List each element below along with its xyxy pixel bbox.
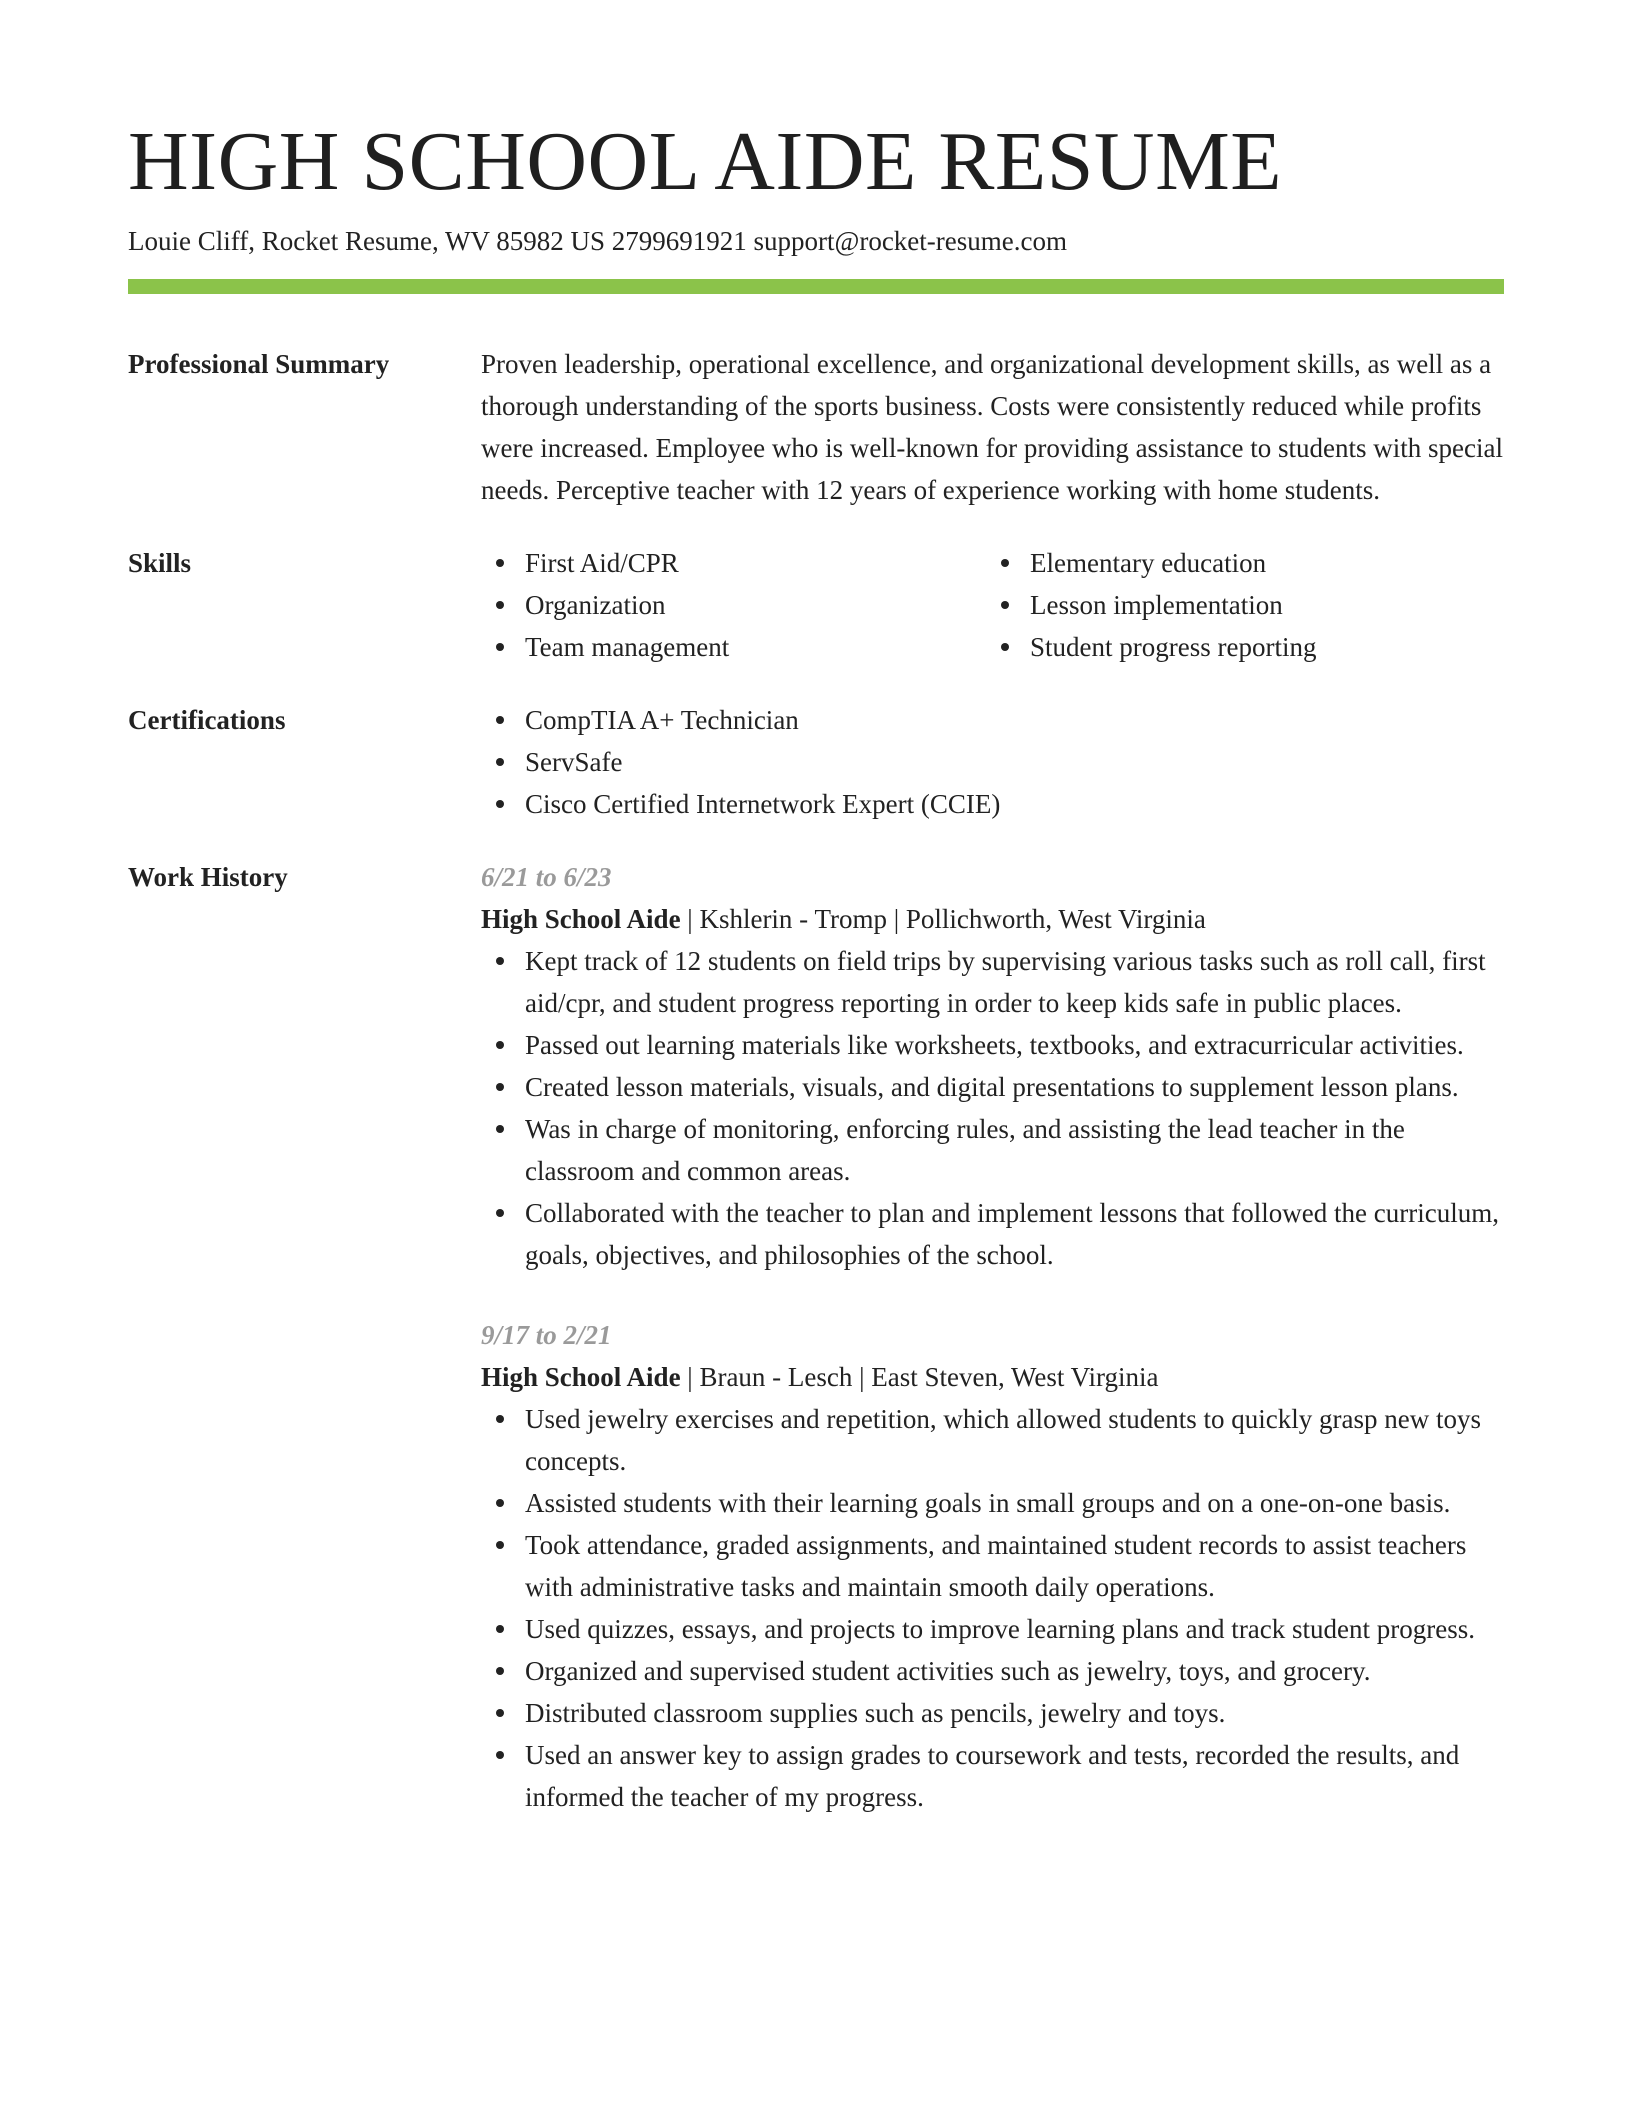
certifications-list <box>481 699 1504 825</box>
skill-item: Team management <box>525 626 986 668</box>
certification-item: CompTIA A+ Technician <box>525 699 1504 741</box>
job-details: | Braun - Lesch | East Steven, West Virginia <box>680 1362 1159 1393</box>
job-title-line <box>481 898 1504 940</box>
summary-section <box>128 343 1504 511</box>
skill-item: First Aid/CPR <box>525 542 986 584</box>
contact-line: Louie Cliff, Rocket Resume, WV 85982 US 2799691921 support@rocket-resume.com <box>128 226 1067 257</box>
job-bullet: Collaborated with the teacher to plan and implement lessons that followed the curriculum, goals, objectives, and philosophies of the school. <box>525 1192 1504 1276</box>
skills-list-left <box>481 542 986 668</box>
job-entry <box>481 1314 1504 1818</box>
certifications-body <box>481 699 1504 825</box>
header-divider <box>128 279 1504 294</box>
work-history-body <box>481 856 1504 1818</box>
job-bullet: Distributed classroom supplies such as pencils, jewelry and toys. <box>525 1692 1504 1734</box>
skill-item: Lesson implementation <box>1030 584 1491 626</box>
job-title: High School Aide <box>481 1362 681 1393</box>
resume-title: HIGH SCHOOL AIDE RESUME <box>128 115 1283 208</box>
skills-grid <box>481 542 1504 668</box>
job-dates: 9/17 to 2/21 <box>481 1320 612 1351</box>
skill-item: Student progress reporting <box>1030 626 1491 668</box>
certifications-label: Certifications <box>128 705 286 736</box>
skills-column-right <box>986 542 1491 668</box>
job-bullet: Used quizzes, essays, and projects to improve learning plans and track student progress. <box>525 1608 1504 1650</box>
job-title-line <box>481 1356 1504 1398</box>
job-bullet: Took attendance, graded assignments, and maintained student records to assist teachers with administrative tasks and maintain smooth daily operations. <box>525 1524 1504 1608</box>
job-title: High School Aide <box>481 904 681 935</box>
job-bullets <box>481 940 1504 1276</box>
job-bullets <box>481 1398 1504 1818</box>
job-bullet: Used an answer key to assign grades to coursework and tests, recorded the results, and informed the teacher of my progress. <box>525 1734 1504 1818</box>
summary-text: Proven leadership, operational excellence, and organizational development skills, as well as a thorough understanding of the sports business. Costs were consistently reduced while profits were increased. Employee who is well-known for providing assistance to students with special needs. Perceptive teacher with 12 years of experience working with home students. <box>481 349 1503 506</box>
job-entry <box>481 856 1504 1276</box>
skills-body <box>481 542 1504 668</box>
job-bullet: Passed out learning materials like worksheets, textbooks, and extracurricular activities. <box>525 1024 1504 1066</box>
summary-label: Professional Summary <box>128 349 390 380</box>
skills-list-right <box>986 542 1491 668</box>
skills-label: Skills <box>128 548 192 579</box>
job-bullet: Created lesson materials, visuals, and digital presentations to supplement lesson plans. <box>525 1066 1504 1108</box>
job-bullet: Assisted students with their learning goals in small groups and on a one-on-one basis. <box>525 1482 1504 1524</box>
job-bullet: Kept track of 12 students on field trips by supervising various tasks such as roll call, first aid/cpr, and student progress reporting in order to keep kids safe in public places. <box>525 940 1504 1024</box>
job-bullet: Organized and supervised student activities such as jewelry, toys, and grocery. <box>525 1650 1504 1692</box>
job-bullet: Used jewelry exercises and repetition, which allowed students to quickly grasp new toys concepts. <box>525 1398 1504 1482</box>
job-details: | Kshlerin - Tromp | Pollichworth, West Virginia <box>680 904 1206 935</box>
skills-section <box>128 542 1504 668</box>
work-history-label: Work History <box>128 862 288 893</box>
skill-item: Elementary education <box>1030 542 1491 584</box>
summary-body <box>481 343 1504 511</box>
certification-item: Cisco Certified Internetwork Expert (CCIE) <box>525 783 1504 825</box>
certifications-section <box>128 699 1504 825</box>
certification-item: ServSafe <box>525 741 1504 783</box>
job-bullet: Was in charge of monitoring, enforcing rules, and assisting the lead teacher in the classroom and common areas. <box>525 1108 1504 1192</box>
skills-column-left <box>481 542 986 668</box>
skill-item: Organization <box>525 584 986 626</box>
work-history-section <box>128 856 1504 1818</box>
job-dates: 6/21 to 6/23 <box>481 862 612 893</box>
